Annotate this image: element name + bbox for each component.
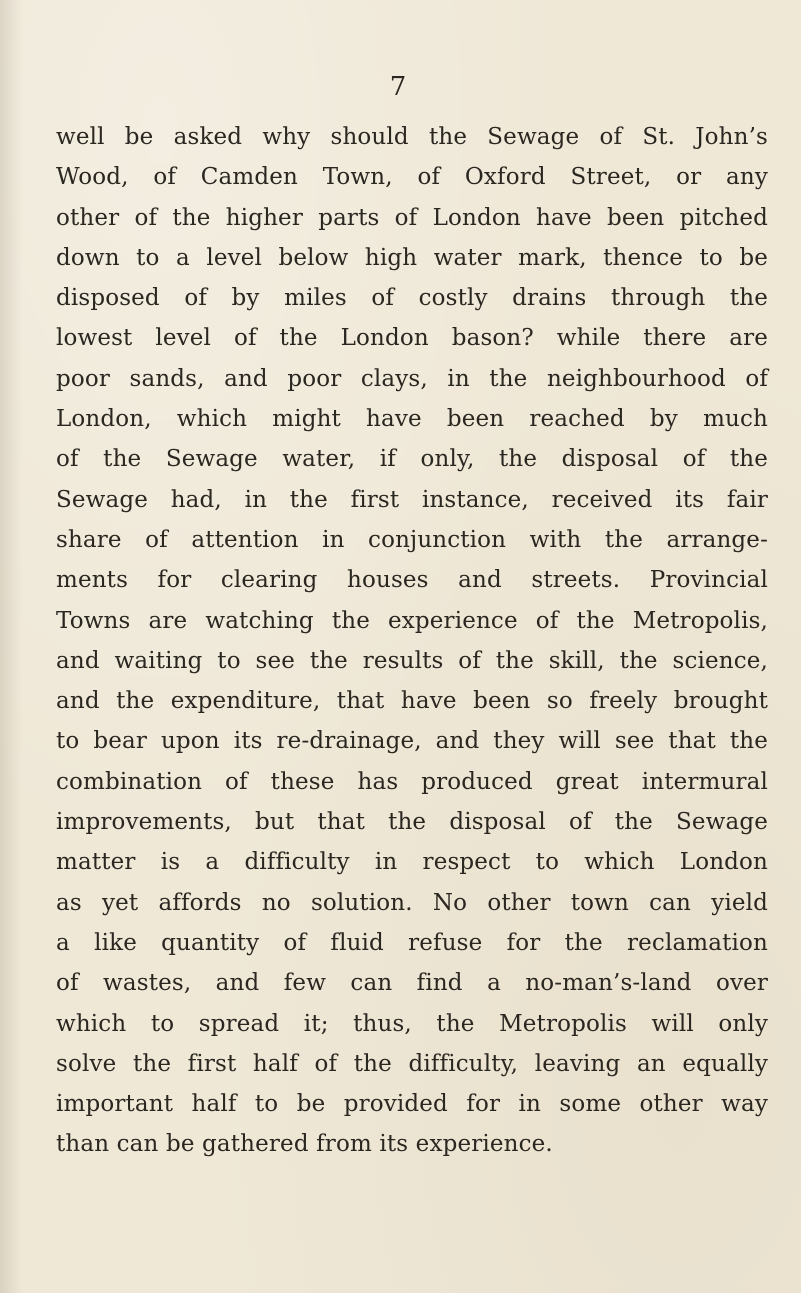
text-line: a like quantity of fluid refuse for the reclamation	[56, 929, 768, 956]
page-number: 7	[389, 72, 407, 102]
body-text	[56, 117, 768, 1165]
text-line: as yet affords no solution. No other town can yield	[56, 889, 768, 916]
text-line: lowest level of the London bason? while there are	[56, 325, 768, 352]
text-line: matter is a difficulty in respect to which London	[56, 849, 768, 876]
text-line: improvements, but that the disposal of the Sewage	[56, 809, 768, 836]
text-line: solve the first half of the difficulty, leaving an equally	[56, 1050, 768, 1077]
text-line: to bear upon its re-drainage, and they will see that the	[56, 728, 768, 755]
text-line: of wastes, and few can find a no-man’s-land over	[56, 970, 768, 997]
text-line: other of the higher parts of London have been pitched	[56, 204, 768, 231]
text-line: combination of these has produced great intermural	[56, 768, 768, 795]
text-line: London, which might have been reached by much	[56, 406, 768, 433]
text-line: disposed of by miles of costly drains through the	[56, 285, 768, 312]
text-line: than can be gathered from its experience.	[56, 1131, 553, 1158]
text-line: Towns are watching the experience of the Metropolis,	[56, 607, 768, 634]
text-line: and waiting to see the results of the skill, the science,	[56, 647, 768, 674]
text-line: important half to be provided for in some other way	[56, 1091, 768, 1118]
text-line: well be asked why should the Sewage of St. John’s	[56, 124, 768, 150]
text-line: which to spread it; thus, the Metropolis will only	[56, 1010, 768, 1037]
gutter-shadow	[0, 0, 22, 1293]
text-line: Wood, of Camden Town, of Oxford Street, or any	[56, 164, 768, 191]
text-line: share of attention in conjunction with the arrange-	[56, 526, 768, 553]
text-line: ments for clearing houses and streets. Provincial	[56, 567, 768, 594]
text-line: Sewage had, in the first instance, received its fair	[56, 486, 768, 513]
text-line: poor sands, and poor clays, in the neighbourhood of	[56, 365, 768, 392]
text-line: and the expenditure, that have been so freely brought	[56, 688, 768, 715]
text-line: down to a level below high water mark, thence to be	[56, 244, 768, 271]
text-line: of the Sewage water, if only, the disposal of the	[56, 446, 768, 473]
